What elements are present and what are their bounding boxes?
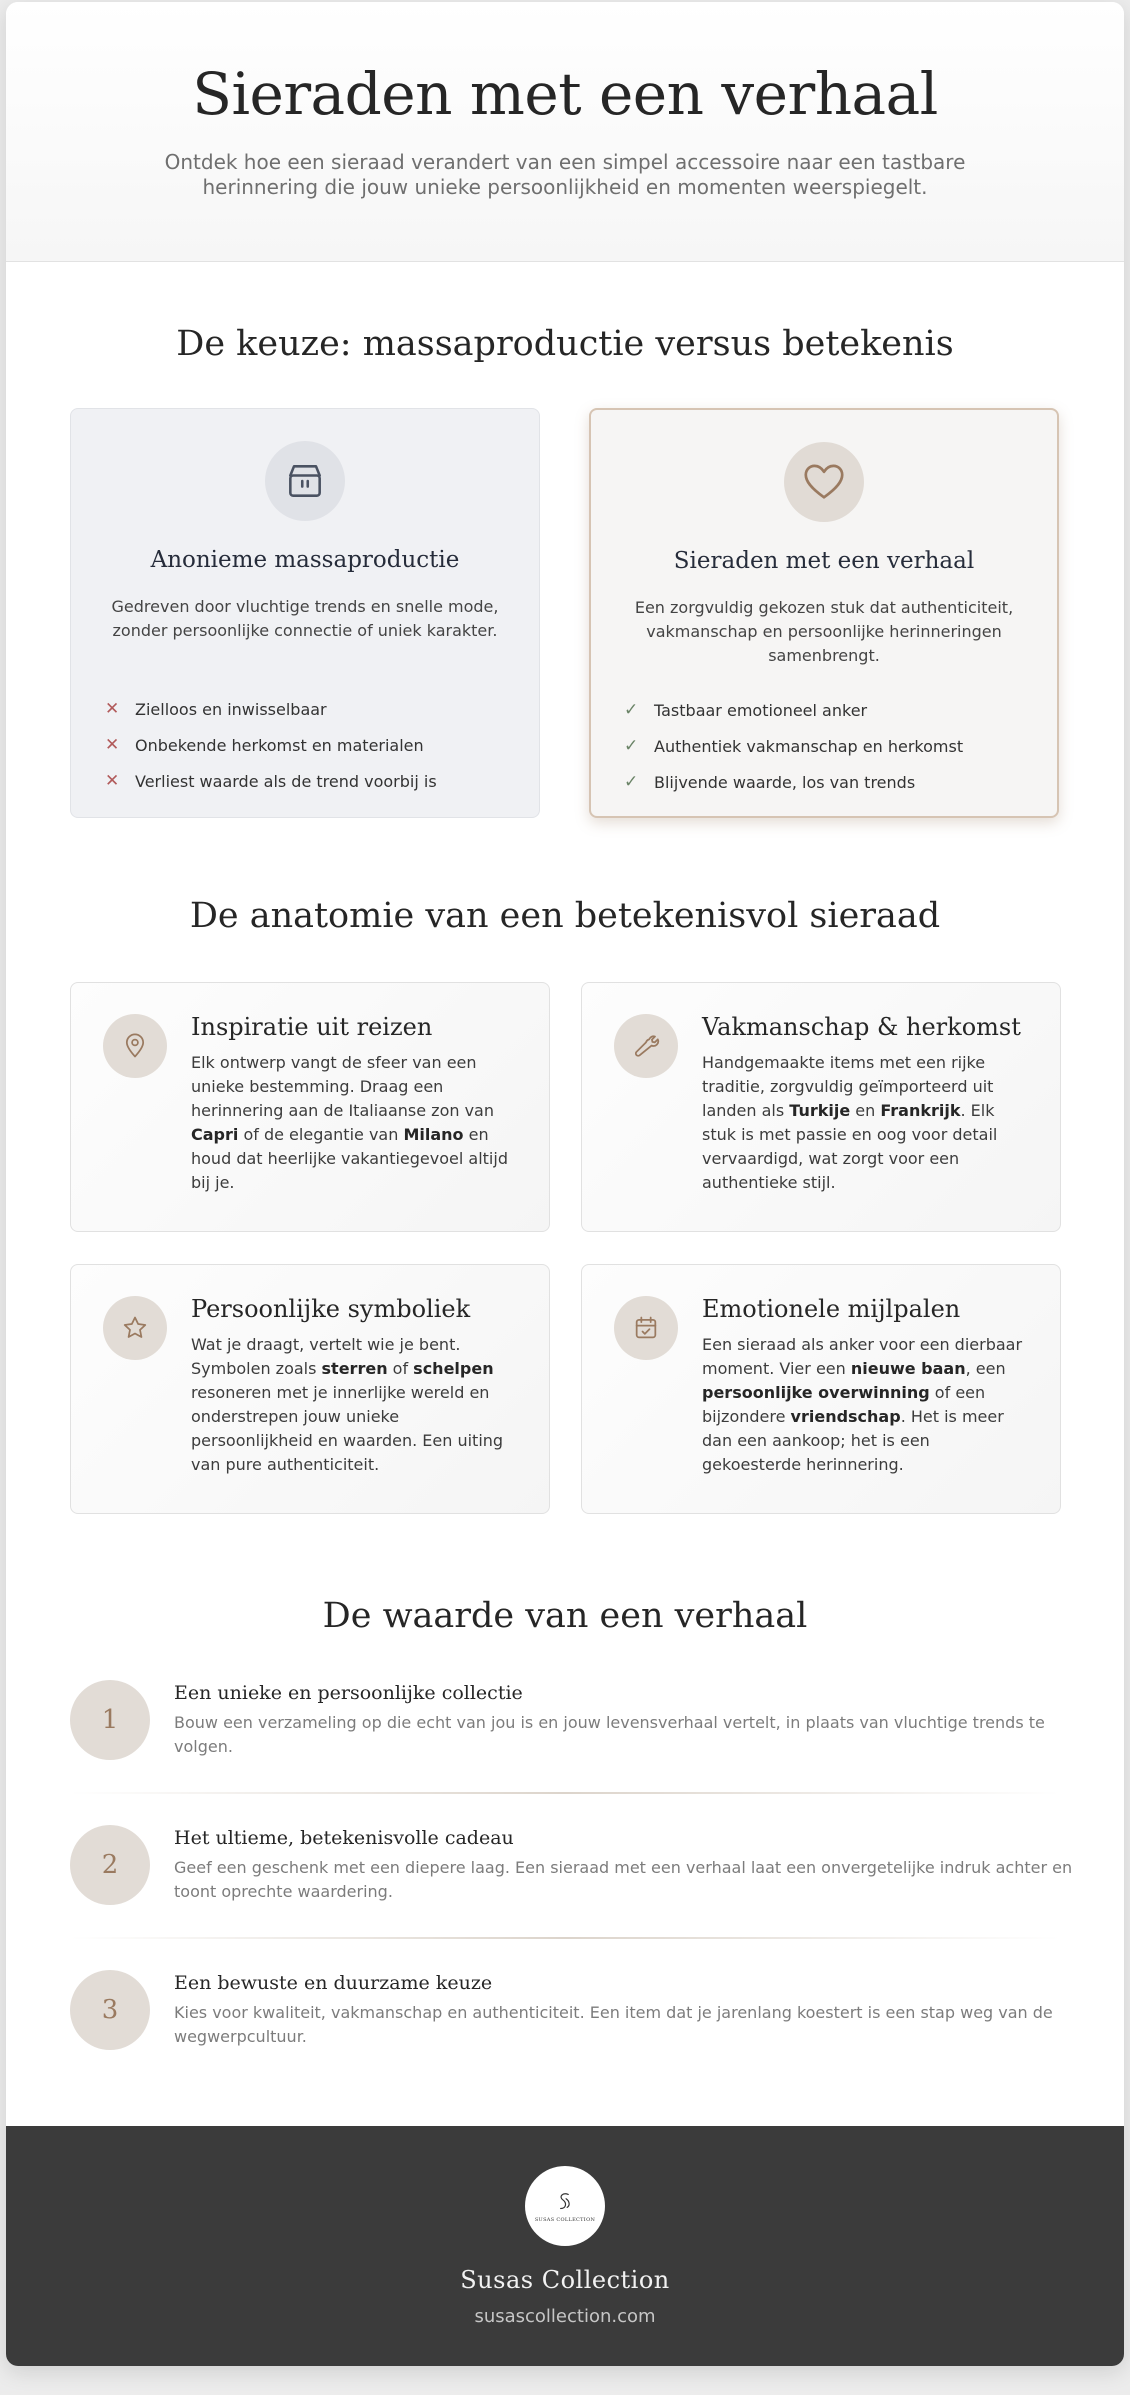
step-number: 3	[70, 1970, 150, 2050]
value-list	[6, 1680, 1124, 2115]
value-item	[6, 1970, 1124, 2115]
card-title: Emotionele mijlpalen	[702, 1295, 961, 1323]
list-item-label: Onbekende herkomst en materialen	[135, 735, 424, 755]
card-title: Vakmanschap & herkomst	[702, 1013, 1021, 1041]
map-pin-icon	[103, 1014, 167, 1078]
mass-production-card	[70, 408, 540, 818]
value-item-text: Bouw een verzameling op die echt van jou is en jouw levensverhaal vertelt, in plaats van vluchtige trends te volgen.	[174, 1713, 1045, 1756]
travel-inspiration-card	[70, 982, 550, 1232]
x-icon: ✕	[105, 735, 120, 755]
hero-title: Sieraden met een verhaal	[192, 60, 938, 128]
list-item	[624, 764, 963, 800]
step-number: 1	[70, 1680, 150, 1760]
story-jewelry-description: Een zorgvuldig gekozen stuk dat authenticiteit, vakmanschap en persoonlijke herinneringen samenbrengt.	[634, 598, 1014, 665]
choice-row	[6, 408, 1124, 818]
list-item-label: Verliest waarde als de trend voorbij is	[135, 771, 437, 791]
card-text: Een sieraad als anker voor een dierbaar moment. Vier een nieuwe baan, een persoonlijke overwinning of een bijzondere vriendschap. Het is meer dan een aankoop; het is een gekoesterde herinnering.	[702, 1335, 1023, 1474]
story-jewelry-list	[624, 692, 963, 800]
list-item	[624, 728, 963, 764]
box-icon	[265, 441, 345, 521]
value-item	[6, 1680, 1124, 1825]
card-text: Wat je draagt, vertelt wie je bent. Symbolen zoals sterren of schelpen resoneren met je innerlijke wereld en onderstrepen jouw unieke persoonlijkheid en waarden. Een uiting van pure authenticiteit.	[191, 1335, 504, 1474]
value-item-title: Het ultieme, betekenisvolle cadeau	[174, 1827, 514, 1849]
step-number: 2	[70, 1825, 150, 1905]
list-item-label: Tastbaar emotioneel anker	[654, 700, 868, 720]
value-item-text: Kies voor kwaliteit, vakmanschap en authenticiteit. Een item dat je jarenlang koestert is een stap weg van de wegwerpcultuur.	[174, 2003, 1053, 2046]
card-text: Handgemaakte items met een rijke traditie, zorgvuldig geïmporteerd uit landen als Turkije en Frankrijk. Elk stuk is met passie en oog voor detail vervaardigd, wat zorgt voor een authentieke stijl.	[702, 1053, 998, 1192]
check-icon: ✓	[624, 700, 639, 720]
story-jewelry-title: Sieraden met een verhaal	[673, 548, 975, 574]
logo-text: SUSAS COLLECTION	[534, 2217, 596, 2223]
check-icon: ✓	[624, 772, 639, 792]
value-section	[6, 1596, 1124, 2115]
value-title: De waarde van een verhaal	[322, 1596, 808, 1636]
monogram-icon	[552, 2189, 578, 2215]
anatomy-section	[6, 896, 1124, 1514]
divider	[70, 1937, 1060, 1939]
value-item	[6, 1825, 1124, 1970]
value-item-title: Een bewuste en duurzame keuze	[174, 1972, 493, 1994]
list-item	[105, 763, 437, 799]
calendar-check-icon	[614, 1296, 678, 1360]
brand-name: Susas Collection	[460, 2266, 670, 2294]
website-link[interactable]: susascollection.com	[474, 2306, 656, 2327]
mass-production-description: Gedreven door vluchtige trends en snelle mode, zonder persoonlijke connectie of uniek karakter.	[111, 597, 499, 640]
anatomy-title: De anatomie van een betekenisvol sieraad	[189, 896, 941, 936]
list-item	[624, 692, 963, 728]
choice-title: De keuze: massaproductie versus betekenis	[176, 324, 954, 364]
milestones-card	[581, 1264, 1061, 1514]
x-icon: ✕	[105, 771, 120, 791]
value-item-title: Een unieke en persoonlijke collectie	[174, 1682, 523, 1704]
check-icon: ✓	[624, 736, 639, 756]
anatomy-grid	[6, 982, 1124, 1514]
list-item-label: Blijvende waarde, los van trends	[654, 772, 916, 792]
star-icon	[103, 1296, 167, 1360]
card-title: Persoonlijke symboliek	[191, 1295, 471, 1323]
choice-section	[6, 324, 1124, 818]
list-item	[105, 727, 437, 763]
hero-subtitle: Ontdek hoe een sieraad verandert van een simpel accessoire naar een tastbare herinnering die jouw unieke persoonlijkheid en momenten weerspiegelt.	[164, 150, 966, 199]
symbolism-card	[70, 1264, 550, 1514]
mass-production-title: Anonieme massaproductie	[150, 547, 460, 573]
card-title: Inspiratie uit reizen	[191, 1013, 433, 1041]
page	[6, 2, 1124, 2366]
craftsmanship-card	[581, 982, 1061, 1232]
story-jewelry-card	[589, 408, 1059, 818]
heart-icon	[784, 442, 864, 522]
hero	[6, 2, 1124, 262]
divider	[70, 1792, 1060, 1794]
mass-production-list	[105, 691, 437, 799]
list-item-label: Authentiek vakmanschap en herkomst	[654, 736, 964, 756]
x-icon: ✕	[105, 699, 120, 719]
card-text: Elk ontwerp vangt de sfeer van een unieke bestemming. Draag een herinnering aan de Italiaanse zon van Capri of de elegantie van Milano en houd dat heerlijke vakantiegevoel altijd bij je.	[191, 1053, 508, 1192]
value-item-text: Geef een geschenk met een diepere laag. Een sieraad met een verhaal laat een onvergetelijke indruk achter en toont oprechte waardering.	[174, 1858, 1073, 1901]
brand-logo	[525, 2166, 605, 2246]
wrench-icon	[614, 1014, 678, 1078]
list-item-label: Zielloos en inwisselbaar	[135, 699, 327, 719]
footer	[6, 2126, 1124, 2366]
list-item	[105, 691, 437, 727]
